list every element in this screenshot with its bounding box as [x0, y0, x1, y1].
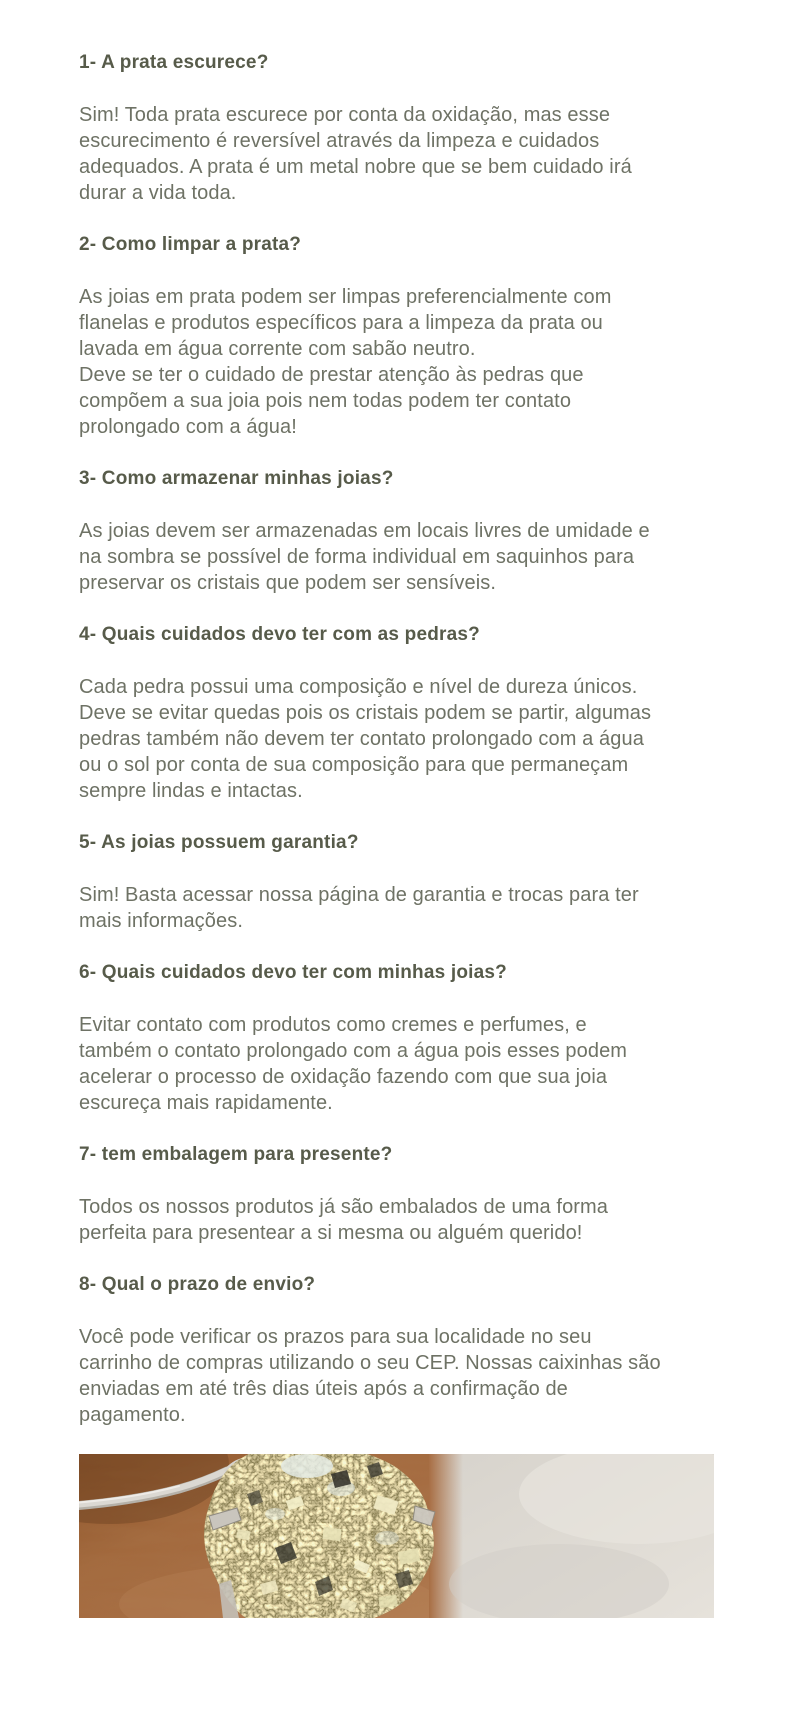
- faq-question-7: 7- tem embalagem para presente?: [79, 1144, 393, 1165]
- faq-answer-7: [79, 1194, 664, 1246]
- bottom-whitespace: [79, 1618, 794, 1723]
- faq-question-3: 3- Como armazenar minhas joias?: [79, 468, 394, 489]
- pyrite-pendant-photo: [79, 1454, 714, 1618]
- faq-question-8: 8- Qual o prazo de envio?: [79, 1274, 316, 1295]
- faq-answer-text: Sim! Basta acessar nossa página de garantia e trocas para ter mais informações.: [79, 884, 639, 932]
- faq-answer-1: [79, 102, 664, 206]
- faq-item-7: [79, 1142, 664, 1246]
- faq-answer-text: Todos os nossos produtos já são embalados de uma forma perfeita para presentear a si mesma ou alguém querido!: [79, 1196, 609, 1244]
- faq-item-3: [79, 466, 664, 596]
- faq-answer-text: Você pode verificar os prazos para sua localidade no seu carrinho de compras utilizando o seu CEP. Nossas caixinhas são enviadas em até três dias úteis após a confirmação de pagamento.: [79, 1326, 661, 1426]
- faq-answer-4: [79, 674, 664, 804]
- faq-answer-6: [79, 1012, 664, 1116]
- faq-item-5: [79, 830, 664, 934]
- product-photo: [79, 1454, 714, 1618]
- faq-question-5: 5- As joias possuem garantia?: [79, 832, 359, 853]
- faq-list: [79, 50, 664, 1428]
- faq-item-2: [79, 232, 664, 440]
- faq-item-4: [79, 622, 664, 804]
- faq-question-1: 1- A prata escurece?: [79, 52, 269, 73]
- faq-answer-3: [79, 518, 664, 596]
- faq-answer-text: Deve se ter o cuidado de prestar atenção às pedras que compõem a sua joia pois nem todas podem ter contato prolongado com a água!: [79, 364, 584, 438]
- faq-answer-8: [79, 1324, 664, 1428]
- faq-question-4: 4- Quais cuidados devo ter com as pedras?: [79, 624, 480, 645]
- faq-question-6: 6- Quais cuidados devo ter com minhas joias?: [79, 962, 507, 983]
- faq-item-8: [79, 1272, 664, 1428]
- faq-answer-text: Cada pedra possui uma composição e nível de dureza únicos. Deve se evitar quedas pois os cristais podem se partir, algumas pedras também não devem ter contato prolongado com a água ou o sol por conta de sua composição para que permaneçam sempre lindas e intactas.: [79, 676, 652, 802]
- faq-answer-5: [79, 882, 664, 934]
- faq-answer-text: As joias devem ser armazenadas em locais livres de umidade e na sombra se possível de forma individual em saquinhos para preservar os cristais que podem ser sensíveis.: [79, 520, 650, 594]
- faq-answer-text: Evitar contato com produtos como cremes e perfumes, e também o contato prolongado com a água pois esses podem acelerar o processo de oxidação fazendo com que sua joia escureça mais rapidamente.: [79, 1014, 628, 1114]
- faq-answer-2: [79, 284, 664, 440]
- faq-item-1: [79, 50, 664, 206]
- faq-answer-text: As joias em prata podem ser limpas preferencialmente com flanelas e produtos específicos para a limpeza da prata ou lavada em água corrente com sabão neutro.: [79, 286, 612, 360]
- faq-answer-text: Sim! Toda prata escurece por conta da oxidação, mas esse escurecimento é reversível através da limpeza e cuidados adequados. A prata é um metal nobre que se bem cuidado irá durar a vida toda.: [79, 104, 632, 204]
- faq-question-2: 2- Como limpar a prata?: [79, 234, 302, 255]
- faq-item-6: [79, 960, 664, 1116]
